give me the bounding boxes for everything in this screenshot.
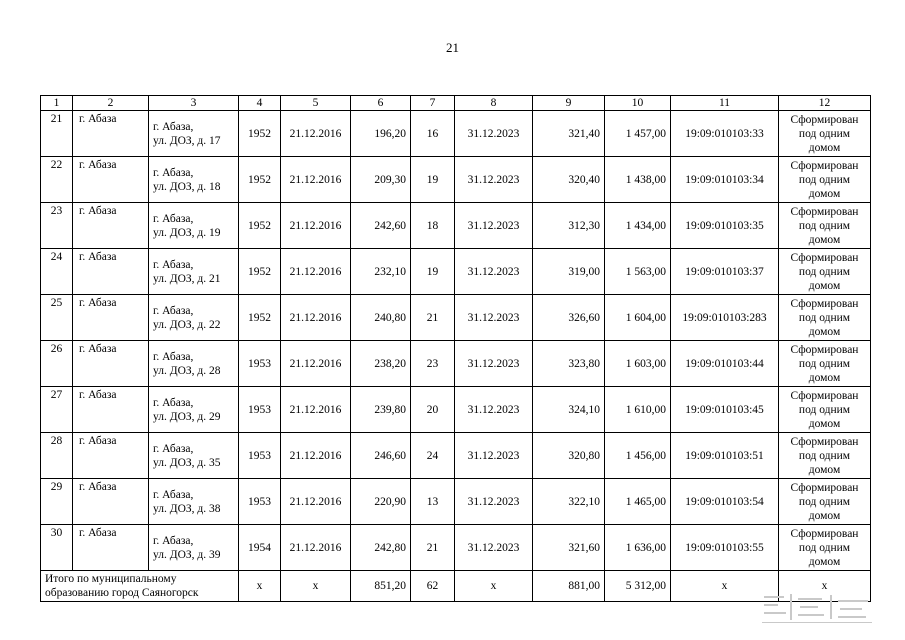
address-cell [149, 295, 239, 341]
status-line-2: под одним [798, 127, 851, 140]
recognition-date-cell: 21.12.2016 [281, 525, 351, 571]
status-line-3: домом [808, 555, 841, 568]
status-line-3: домом [808, 279, 841, 292]
cadastral-number-cell: 19:09:010103:35 [671, 203, 779, 249]
cadastral-number-cell: 19:09:010103:55 [671, 525, 779, 571]
column-header-2: 2 [73, 96, 149, 111]
stamp-mark-icon [760, 590, 875, 626]
resettlement-date-cell: 31.12.2023 [455, 433, 533, 479]
status-cell [779, 433, 871, 479]
area-cell: 242,80 [351, 525, 411, 571]
cadastral-number-cell: 19:09:010103:51 [671, 433, 779, 479]
cost-cell: 1 456,00 [605, 433, 671, 479]
row-number-cell: 22 [41, 157, 73, 203]
address-cell [149, 341, 239, 387]
address-line-2: ул. ДОЗ, д. 18 [153, 180, 221, 193]
total-year-cell: х [239, 571, 281, 602]
total-row [41, 571, 871, 602]
total-area-cell: 851,20 [351, 571, 411, 602]
column-header-5: 5 [281, 96, 351, 111]
status-line-2: под одним [798, 265, 851, 278]
row-number-cell: 21 [41, 111, 73, 157]
total-label-cell [41, 571, 239, 602]
cost-cell: 1 434,00 [605, 203, 671, 249]
year-cell: 1953 [239, 433, 281, 479]
resettlement-date-cell: 31.12.2023 [455, 203, 533, 249]
address-cell [149, 525, 239, 571]
residents-cell: 19 [411, 249, 455, 295]
status-cell [779, 157, 871, 203]
cadastral-number-cell: 19:09:010103:54 [671, 479, 779, 525]
status-line-1: Сформирован [790, 343, 859, 356]
city-cell: г. Абаза [73, 295, 149, 341]
status-line-3: домом [808, 509, 841, 522]
total-cost-cell: 5 312,00 [605, 571, 671, 602]
area-cell: 209,30 [351, 157, 411, 203]
resettlement-date-cell: 31.12.2023 [455, 249, 533, 295]
residents-cell: 21 [411, 525, 455, 571]
recognition-date-cell: 21.12.2016 [281, 295, 351, 341]
housing-registry-table [40, 95, 871, 602]
year-cell: 1952 [239, 157, 281, 203]
residents-cell: 21 [411, 295, 455, 341]
column-header-7: 7 [411, 96, 455, 111]
status-line-3: домом [808, 187, 841, 200]
residents-cell: 19 [411, 157, 455, 203]
address-line-1: г. Абаза, [153, 488, 194, 501]
column-header-9: 9 [533, 96, 605, 111]
address-cell [149, 479, 239, 525]
residents-cell: 16 [411, 111, 455, 157]
land-area-cell: 323,80 [533, 341, 605, 387]
table-row [41, 111, 871, 157]
total-area2-cell: 881,00 [533, 571, 605, 602]
address-cell [149, 203, 239, 249]
area-cell: 220,90 [351, 479, 411, 525]
cadastral-number-cell: 19:09:010103:44 [671, 341, 779, 387]
area-cell: 238,20 [351, 341, 411, 387]
year-cell: 1953 [239, 387, 281, 433]
address-line-2: ул. ДОЗ, д. 21 [153, 272, 221, 285]
row-number-cell: 25 [41, 295, 73, 341]
table-row [41, 341, 871, 387]
status-cell [779, 341, 871, 387]
year-cell: 1953 [239, 341, 281, 387]
header-row [41, 96, 871, 111]
residents-cell: 18 [411, 203, 455, 249]
status-cell [779, 203, 871, 249]
status-line-3: домом [808, 463, 841, 476]
cadastral-number-cell: 19:09:010103:283 [671, 295, 779, 341]
city-cell: г. Абаза [73, 249, 149, 295]
address-line-1: г. Абаза, [153, 350, 194, 363]
resettlement-date-cell: 31.12.2023 [455, 111, 533, 157]
recognition-date-cell: 21.12.2016 [281, 479, 351, 525]
address-cell [149, 157, 239, 203]
total-label-line-1: Итого по муниципальному [45, 573, 177, 585]
city-cell: г. Абаза [73, 157, 149, 203]
total-date1-cell: х [281, 571, 351, 602]
status-line-2: под одним [798, 173, 851, 186]
residents-cell: 23 [411, 341, 455, 387]
year-cell: 1953 [239, 479, 281, 525]
address-line-1: г. Абаза, [153, 166, 194, 179]
status-line-2: под одним [798, 449, 851, 462]
status-line-1: Сформирован [790, 205, 859, 218]
address-line-1: г. Абаза, [153, 442, 194, 455]
total-cadastral-cell: х [671, 571, 779, 602]
year-cell: 1952 [239, 295, 281, 341]
row-number-cell: 30 [41, 525, 73, 571]
area-cell: 232,10 [351, 249, 411, 295]
address-line-2: ул. ДОЗ, д. 17 [153, 134, 221, 147]
cadastral-number-cell: 19:09:010103:37 [671, 249, 779, 295]
table-row [41, 479, 871, 525]
status-line-2: под одним [798, 403, 851, 416]
recognition-date-cell: 21.12.2016 [281, 433, 351, 479]
area-cell: 246,60 [351, 433, 411, 479]
land-area-cell: 319,00 [533, 249, 605, 295]
table-row [41, 433, 871, 479]
city-cell: г. Абаза [73, 479, 149, 525]
residents-cell: 13 [411, 479, 455, 525]
table-row [41, 157, 871, 203]
status-line-1: Сформирован [790, 389, 859, 402]
address-line-1: г. Абаза, [153, 120, 194, 133]
column-header-10: 10 [605, 96, 671, 111]
status-line-3: домом [808, 233, 841, 246]
row-number-cell: 24 [41, 249, 73, 295]
residents-cell: 24 [411, 433, 455, 479]
status-line-2: под одним [798, 541, 851, 554]
address-line-1: г. Абаза, [153, 304, 194, 317]
address-line-2: ул. ДОЗ, д. 19 [153, 226, 221, 239]
area-cell: 196,20 [351, 111, 411, 157]
column-header-3: 3 [149, 96, 239, 111]
address-line-2: ул. ДОЗ, д. 28 [153, 364, 221, 377]
resettlement-date-cell: 31.12.2023 [455, 295, 533, 341]
total-label-line-2: образованию город Саяногорск [45, 587, 199, 599]
page-number: 21 [446, 40, 459, 55]
status-line-2: под одним [798, 311, 851, 324]
year-cell: 1952 [239, 203, 281, 249]
column-header-1: 1 [41, 96, 73, 111]
address-line-2: ул. ДОЗ, д. 22 [153, 318, 221, 331]
column-header-12: 12 [779, 96, 871, 111]
row-number-cell: 29 [41, 479, 73, 525]
cost-cell: 1 457,00 [605, 111, 671, 157]
land-area-cell: 324,10 [533, 387, 605, 433]
resettlement-date-cell: 31.12.2023 [455, 479, 533, 525]
status-line-1: Сформирован [790, 297, 859, 310]
resettlement-date-cell: 31.12.2023 [455, 525, 533, 571]
status-line-3: домом [808, 371, 841, 384]
status-cell [779, 249, 871, 295]
year-cell: 1952 [239, 111, 281, 157]
column-header-8: 8 [455, 96, 533, 111]
address-line-2: ул. ДОЗ, д. 38 [153, 502, 221, 515]
status-cell [779, 295, 871, 341]
status-cell [779, 111, 871, 157]
land-area-cell: 322,10 [533, 479, 605, 525]
resettlement-date-cell: 31.12.2023 [455, 157, 533, 203]
status-line-3: домом [808, 325, 841, 338]
row-number-cell: 26 [41, 341, 73, 387]
city-cell: г. Абаза [73, 203, 149, 249]
land-area-cell: 320,40 [533, 157, 605, 203]
cadastral-number-cell: 19:09:010103:34 [671, 157, 779, 203]
address-cell [149, 433, 239, 479]
status-line-1: Сформирован [790, 527, 859, 540]
recognition-date-cell: 21.12.2016 [281, 387, 351, 433]
cost-cell: 1 465,00 [605, 479, 671, 525]
status-line-1: Сформирован [790, 251, 859, 264]
address-line-1: г. Абаза, [153, 534, 194, 547]
recognition-date-cell: 21.12.2016 [281, 203, 351, 249]
cadastral-number-cell: 19:09:010103:33 [671, 111, 779, 157]
address-line-1: г. Абаза, [153, 258, 194, 271]
city-cell: г. Абаза [73, 111, 149, 157]
status-cell [779, 479, 871, 525]
total-residents-cell: 62 [411, 571, 455, 602]
address-line-2: ул. ДОЗ, д. 39 [153, 548, 221, 561]
land-area-cell: 326,60 [533, 295, 605, 341]
row-number-cell: 28 [41, 433, 73, 479]
resettlement-date-cell: 31.12.2023 [455, 387, 533, 433]
year-cell: 1954 [239, 525, 281, 571]
year-cell: 1952 [239, 249, 281, 295]
address-line-1: г. Абаза, [153, 396, 194, 409]
address-cell [149, 249, 239, 295]
address-cell [149, 111, 239, 157]
row-number-cell: 27 [41, 387, 73, 433]
status-line-2: под одним [798, 495, 851, 508]
city-cell: г. Абаза [73, 387, 149, 433]
column-header-6: 6 [351, 96, 411, 111]
recognition-date-cell: 21.12.2016 [281, 111, 351, 157]
cost-cell: 1 636,00 [605, 525, 671, 571]
status-line-1: Сформирован [790, 435, 859, 448]
area-cell: 239,80 [351, 387, 411, 433]
cost-cell: 1 603,00 [605, 341, 671, 387]
row-number-cell: 23 [41, 203, 73, 249]
address-line-2: ул. ДОЗ, д. 35 [153, 456, 221, 469]
address-cell [149, 387, 239, 433]
land-area-cell: 321,40 [533, 111, 605, 157]
area-cell: 240,80 [351, 295, 411, 341]
column-header-11: 11 [671, 96, 779, 111]
table-row [41, 525, 871, 571]
residents-cell: 20 [411, 387, 455, 433]
status-line-1: Сформирован [790, 481, 859, 494]
address-line-2: ул. ДОЗ, д. 29 [153, 410, 221, 423]
total-status-cell: х [779, 571, 871, 602]
city-cell: г. Абаза [73, 525, 149, 571]
recognition-date-cell: 21.12.2016 [281, 341, 351, 387]
address-line-1: г. Абаза, [153, 212, 194, 225]
recognition-date-cell: 21.12.2016 [281, 249, 351, 295]
status-cell [779, 525, 871, 571]
status-line-1: Сформирован [790, 159, 859, 172]
cost-cell: 1 604,00 [605, 295, 671, 341]
table-row [41, 203, 871, 249]
cadastral-number-cell: 19:09:010103:45 [671, 387, 779, 433]
status-line-2: под одним [798, 219, 851, 232]
total-date2-cell: х [455, 571, 533, 602]
table-row [41, 295, 871, 341]
status-line-2: под одним [798, 357, 851, 370]
status-line-1: Сформирован [790, 113, 859, 126]
city-cell: г. Абаза [73, 341, 149, 387]
column-header-4: 4 [239, 96, 281, 111]
status-cell [779, 387, 871, 433]
table-row [41, 387, 871, 433]
city-cell: г. Абаза [73, 433, 149, 479]
cost-cell: 1 438,00 [605, 157, 671, 203]
cost-cell: 1 563,00 [605, 249, 671, 295]
status-line-3: домом [808, 417, 841, 430]
land-area-cell: 320,80 [533, 433, 605, 479]
recognition-date-cell: 21.12.2016 [281, 157, 351, 203]
cost-cell: 1 610,00 [605, 387, 671, 433]
table-row [41, 249, 871, 295]
status-line-3: домом [808, 141, 841, 154]
resettlement-date-cell: 31.12.2023 [455, 341, 533, 387]
land-area-cell: 321,60 [533, 525, 605, 571]
land-area-cell: 312,30 [533, 203, 605, 249]
area-cell: 242,60 [351, 203, 411, 249]
